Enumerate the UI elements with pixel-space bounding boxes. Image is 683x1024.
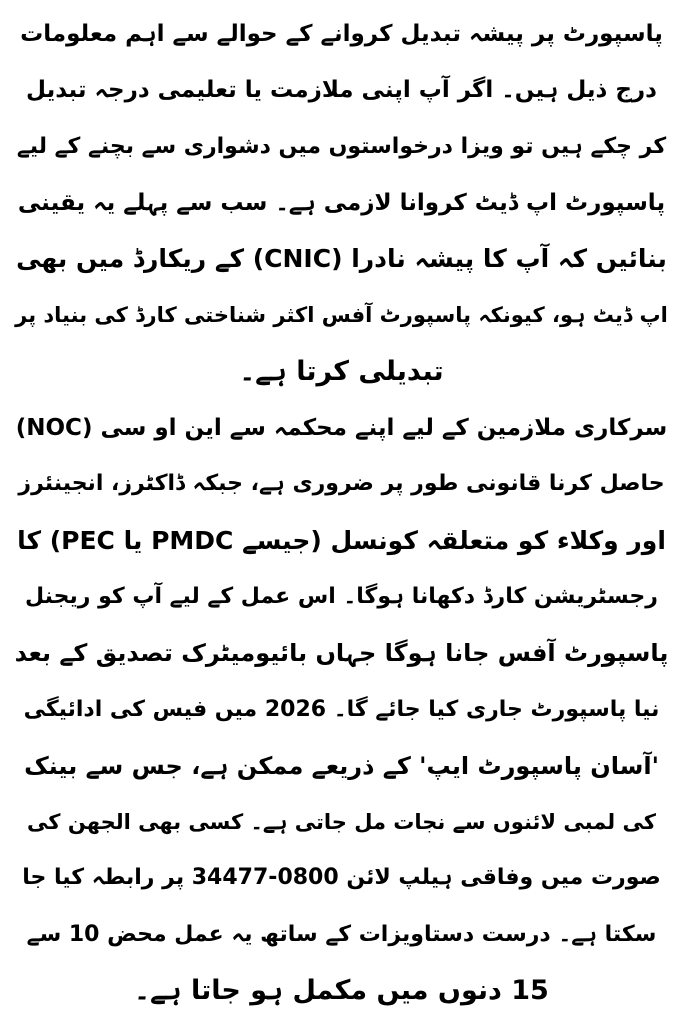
text-line: حاصل کرنا قانونی طور پر ضروری ہے، جبکہ ڈاکٹرز، انجینئرز — [18, 471, 665, 497]
text-line: کی لمبی لائنوں سے نجات مل جاتی ہے۔ کسی بھی الجھن کی — [27, 810, 656, 835]
text-line-helpline: صورت میں وفاقی ہیلپ لائن 0800-34477 پر رابطہ کیا جا — [22, 865, 661, 891]
text-line: درج ذیل ہیں۔ اگر آپ اپنی ملازمت یا تعلیمی درجہ تبدیل — [26, 77, 657, 104]
text-line: 'آسان پاسپورٹ ایپ' کے ذریعے ممکن ہے، جس سے بینک — [24, 751, 659, 780]
paragraph-requirements-and-process — [14, 400, 669, 1019]
text-line: بنائیں کہ آپ کا پیشہ نادرا (CNIC) کے ریکارڈ میں بھی — [16, 244, 667, 274]
text-line: رجسٹریشن کارڈ دکھانا ہوگا۔ اس عمل کے لیے آپ کو ریجنل — [25, 583, 658, 609]
text-line: نیا پاسپورٹ جاری کیا جائے گا۔ 2026 میں فیس کی ادائیگی — [23, 696, 660, 722]
text-line: اپ ڈیٹ ہو، کیونکہ پاسپورٹ آفس اکثر شناختی کارڈ کی بنیاد پر — [15, 303, 668, 328]
text-line: 15 دنوں میں مکمل ہو جاتا ہے۔ — [134, 975, 549, 1007]
text-line: کر چکے ہیں تو ویزا درخواستوں میں دشواری سے بچنے کے لیے — [16, 133, 667, 159]
text-line: تبدیلی کرتا ہے۔ — [239, 355, 444, 387]
text-line: پاسپورٹ پر پیشہ تبدیل کروانے کے حوالے سے اہم معلومات — [20, 21, 663, 47]
text-line: پاسپورٹ آفس جانا ہوگا جہاں بائیومیٹرک تصدیق کے بعد — [14, 639, 669, 668]
text-line: سکتا ہے۔ درست دستاویزات کے ساتھ یہ عمل محض 10 سے — [26, 921, 657, 947]
text-line: اور وکلاء کو متعلقہ کونسل (جیسے PMDC یا PEC) کا — [17, 525, 666, 555]
text-line: سرکاری ملازمین کے لیے اپنے محکمہ سے این او سی (NOC) — [15, 415, 668, 442]
text-line: پاسپورٹ اپ ڈیٹ کروانا لازمی ہے۔ سب سے پہلے یہ یقینی — [17, 189, 666, 216]
paragraph-passport-profession-update — [14, 6, 669, 400]
